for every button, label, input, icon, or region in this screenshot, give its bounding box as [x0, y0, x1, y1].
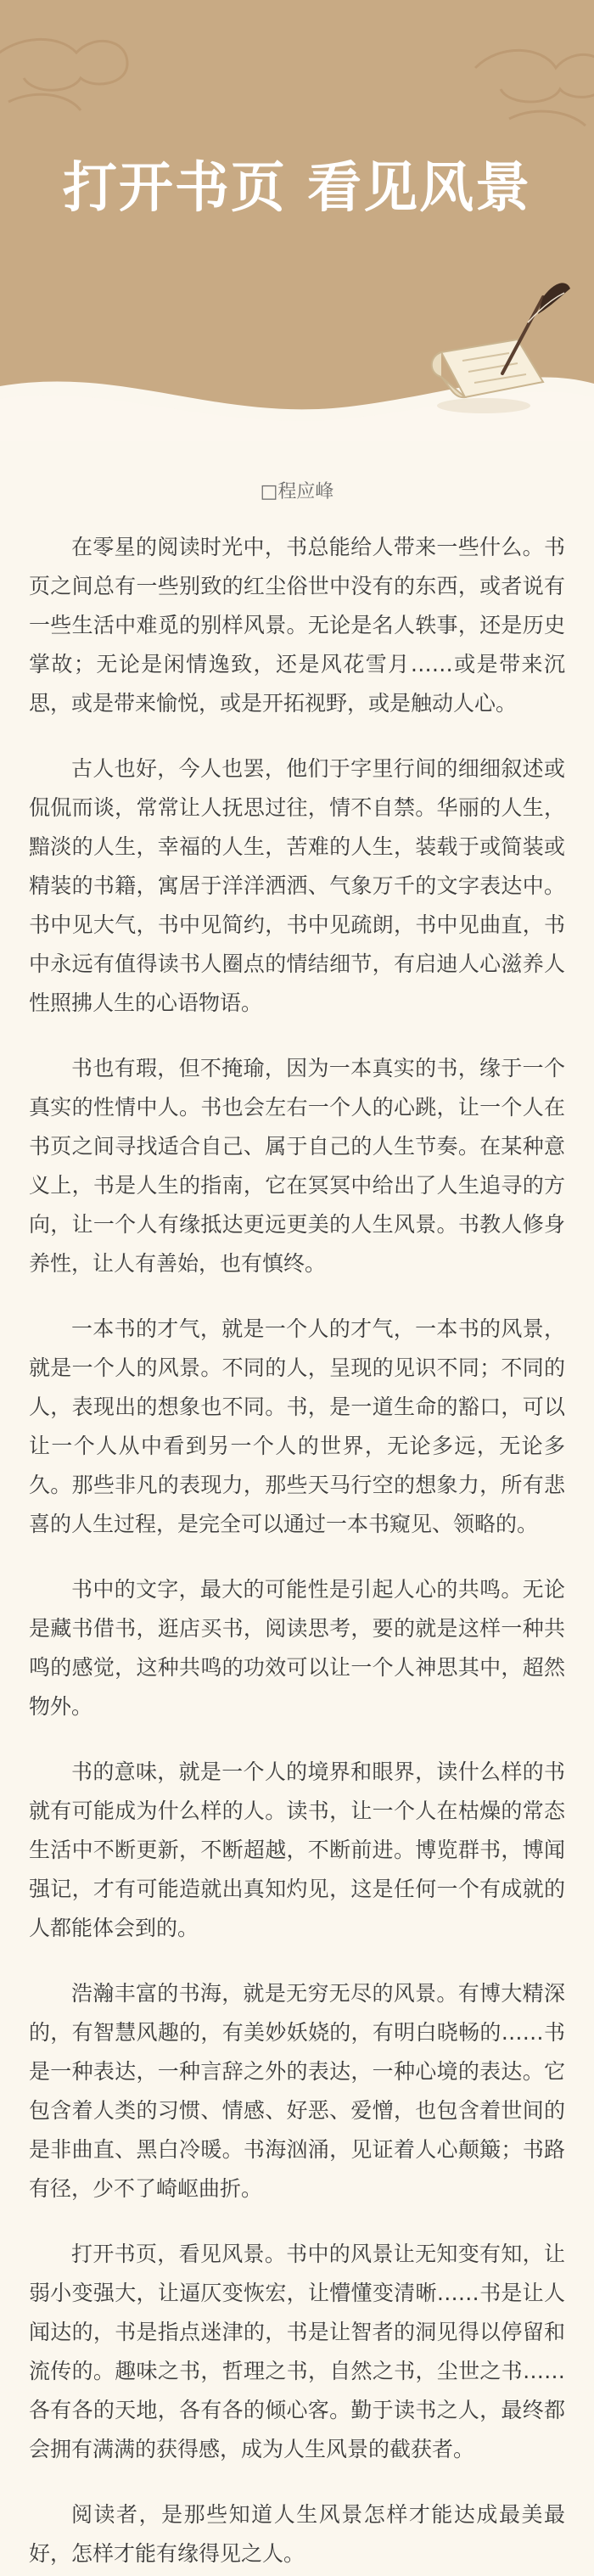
- article-body: [29, 528, 565, 2576]
- article-title: 打开书页 看见风景: [62, 157, 532, 220]
- article-paragraph: 书的意味，就是一个人的境界和眼界，读什么样的书就有可能成为什么样的人。读书，让一个人在枯燥的常态生活中不断更新，不断超越，不断前进。博览群书，博闻强记，才有可能造就出真知灼见，这是任何一个有成就的人都能体会到的。: [29, 1759, 565, 1940]
- article-paragraph: 一本书的才气，就是一个人的才气，一本书的风景，就是一个人的风景。不同的人，呈现的见识不同；不同的人，表现出的想象也不同。书，是一道生命的豁口，可以让一个人从中看到另一个人的世界，无论多远，无论多久。那些非凡的表现力，那些天马行空的想象力，所有悲喜的人生过程，是完全可以通过一本书窥见、领略的。: [29, 1316, 565, 1536]
- article-paragraph: 在零星的阅读时光中，书总能给人带来一些什么。书页之间总有一些别致的红尘俗世中没有的东西，或者说有一些生活中难觅的别样风景。无论是名人轶事，还是历史掌故；无论是闲情逸致，还是风花雪月……或是带来沉思，或是带来愉悦，或是开拓视野，或是触动人心。: [29, 535, 565, 716]
- cloud-decoration-icon: [0, 39, 127, 110]
- article-author: □程应峰: [260, 481, 334, 502]
- article-paragraph: 浩瀚丰富的书海，就是无穷无尽的风景。有博大精深的，有智慧风趣的，有美妙妖娆的，有明白晓畅的……书是一种表达，一种言辞之外的表达，一种心境的表达。它包含着人类的习惯、情感、好恶、爱憎，也包含着世间的是非曲直、黑白冷暖。书海汹涌，见证着人心颠簸；书路有径，少不了崎岖曲折。: [29, 1981, 565, 2201]
- header-banner: [0, 0, 594, 441]
- article-paragraph: 打开书页，看见风景。书中的风景让无知变有知，让弱小变强大，让逼仄变恢宏，让懵懂变清晰……书是让人闻达的，书是指点迷津的，书是让智者的洞见得以停留和流传的。趣味之书，哲理之书，自然之书，尘世之书……各有各的天地，各有各的倾心客。勤于读书之人，最终都会拥有满满的获得感，成为人生风景的截获者。: [29, 2242, 565, 2461]
- article-paragraph: 阅读者，是那些知道人生风景怎样才能达成最美最好，怎样才能有缘得见之人。: [29, 2502, 565, 2566]
- header-decoration: [0, 0, 594, 441]
- article-paragraph: 古人也好，今人也罢，他们于字里行间的细细叙述或侃侃而谈，常常让人抚思过往，情不自禁。华丽的人生，黯淡的人生，幸福的人生，苦难的人生，装载于或简装或精装的书籍，寓居于洋洋洒洒、气象万千的文字表达中。书中见大气，书中见简约，书中见疏朗，书中见曲直，书中永远有值得读书人圈点的情结细节，有启迪人心滋养人性照拂人生的心语物语。: [29, 756, 565, 1015]
- article-paragraph: 书中的文字，最大的可能性是引起人心的共鸣。无论是藏书借书，逛店买书，阅读思考，要的就是这样一种共鸣的感觉，这种共鸣的功效可以让一个人神思其中，超然物外。: [29, 1577, 565, 1719]
- cloud-decoration-icon: [475, 50, 594, 126]
- article-paragraph: 书也有瑕，但不掩瑜，因为一本真实的书，缘于一个真实的性情中人。书也会左右一个人的心跳，让一个人在书页之间寻找适合自己、属于自己的人生节奏。在某种意义上，书是人生的指南，它在冥冥中给出了人生追寻的方向，让一个人有缘抵达更远更美的人生风景。书教人修身养性，让人有善始，也有慎终。: [29, 1056, 565, 1276]
